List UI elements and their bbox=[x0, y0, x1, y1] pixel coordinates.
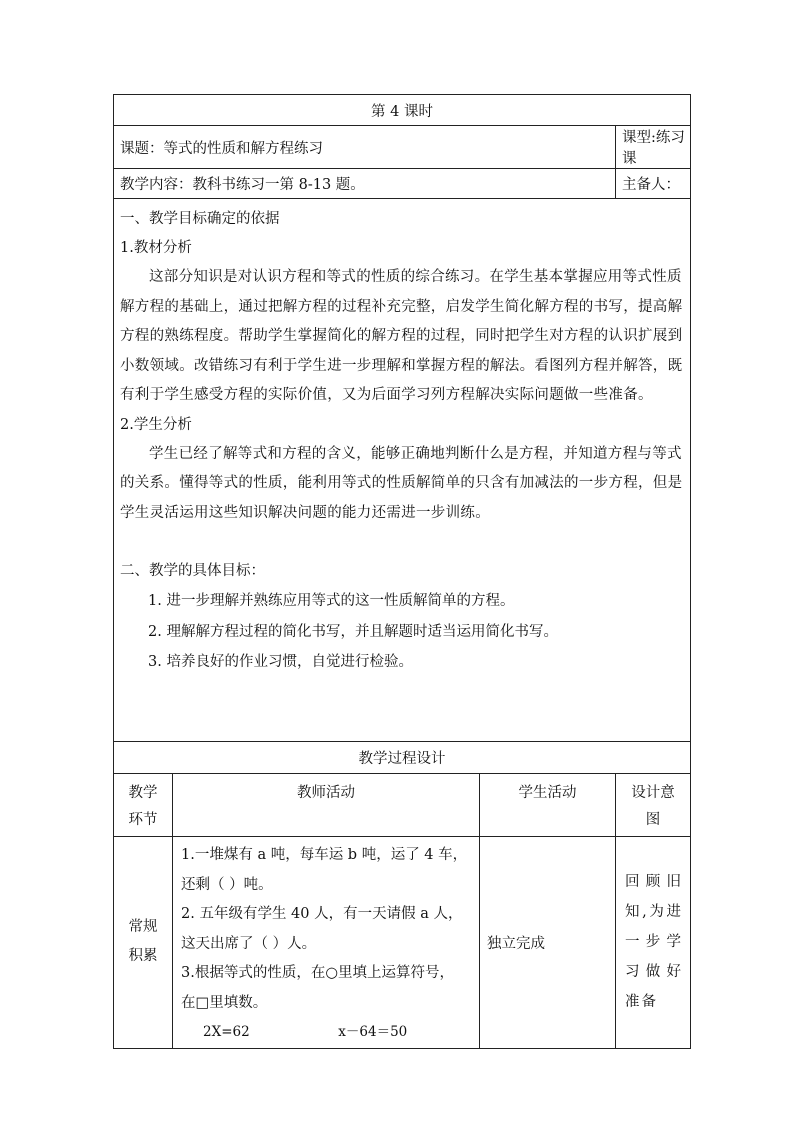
material-analysis-paragraph: 这部分知识是对认识方程和等式的性质的综合练习。在学生基本掌握应用等式性质解方程的基础上，通过把解方程的过程补充完整，启发学生简化解方程的书写，提高解方程的熟练程度。帮助学生掌握简化的解方程的过程，同时把学生对方程的认识扩展到小数领域。改错练习有利于学生进一步理解和掌握方程的解法。看图列方程并解答，既有利于学生感受方程的实际价值，又为后面学习列方程解决实际问题做一些准备。 bbox=[120, 269, 683, 403]
goal-item: 3. 培养良好的作业习惯，自觉进行检验。 bbox=[148, 654, 413, 670]
goal-item: 2. 理解解方程过程的简化书写，并且解题时适当运用简化书写。 bbox=[148, 623, 558, 640]
stage-cell: 常规 积累 bbox=[114, 837, 173, 1049]
section-heading-basis: 一、教学目标确定的依据 bbox=[120, 211, 280, 227]
header-intent: 设计意 图 bbox=[616, 774, 691, 837]
header-stage: 教学 环节 bbox=[114, 774, 173, 837]
student-analysis-paragraph: 学生已经了解等式和方程的含义，能够正确地判断什么是方程，并知道方程与等式的关系。懂得等式的性质，能利用等式的性质解简单的只含有加减法的一步方程，但是学生灵活运用这些知识解决问题的能力还需进一步训练。 bbox=[120, 445, 683, 521]
goal-item: 1. 进一步理解并熟练应用等式的这一性质解简单的方程。 bbox=[148, 593, 515, 609]
teacher-activity-cell bbox=[173, 837, 480, 1049]
section-heading-goals: 二、教学的具体目标： bbox=[120, 563, 265, 579]
lesson-type: 课型:练习课 bbox=[616, 126, 691, 169]
equation-2: x－64＝50 bbox=[338, 1024, 408, 1040]
teacher-line: 还剩（ ）吨。 bbox=[181, 876, 273, 893]
subheading-material-analysis: 1.教材分析 bbox=[120, 240, 192, 256]
teacher-line: 1.一堆煤有 a 吨，每车运 b 吨，运了 4 车， bbox=[181, 847, 468, 863]
student-activity-cell: 独立完成 bbox=[480, 837, 616, 1049]
header-teacher: 教师活动 bbox=[173, 774, 480, 837]
design-intent-cell: 回顾旧知,为进一步学习做好准备 bbox=[616, 837, 691, 1049]
goals-section bbox=[114, 199, 691, 742]
teacher-line: 这天出席了（ ）人。 bbox=[181, 935, 317, 952]
teacher-line: 在□里填数。 bbox=[181, 994, 268, 1011]
subheading-student-analysis: 2.学生分析 bbox=[120, 416, 192, 433]
teacher-line: 2. 五年级有学生 40 人，有一天请假 a 人， bbox=[181, 906, 463, 922]
equation-row bbox=[181, 1018, 475, 1048]
equation-1: 2X=62 bbox=[203, 1024, 250, 1040]
lesson-preparer: 主备人： bbox=[616, 169, 691, 199]
lesson-title: 第 4 课时 bbox=[114, 95, 691, 126]
lesson-plan-table bbox=[113, 94, 691, 1049]
lesson-topic: 课题：等式的性质和解方程练习 bbox=[114, 126, 616, 169]
lesson-content: 教学内容：教科书练习一第 8-13 题。 bbox=[114, 169, 616, 199]
process-title: 教学过程设计 bbox=[114, 742, 691, 774]
teacher-line: 3.根据等式的性质，在○里填上运算符号， bbox=[181, 965, 454, 981]
header-student: 学生活动 bbox=[480, 774, 616, 837]
